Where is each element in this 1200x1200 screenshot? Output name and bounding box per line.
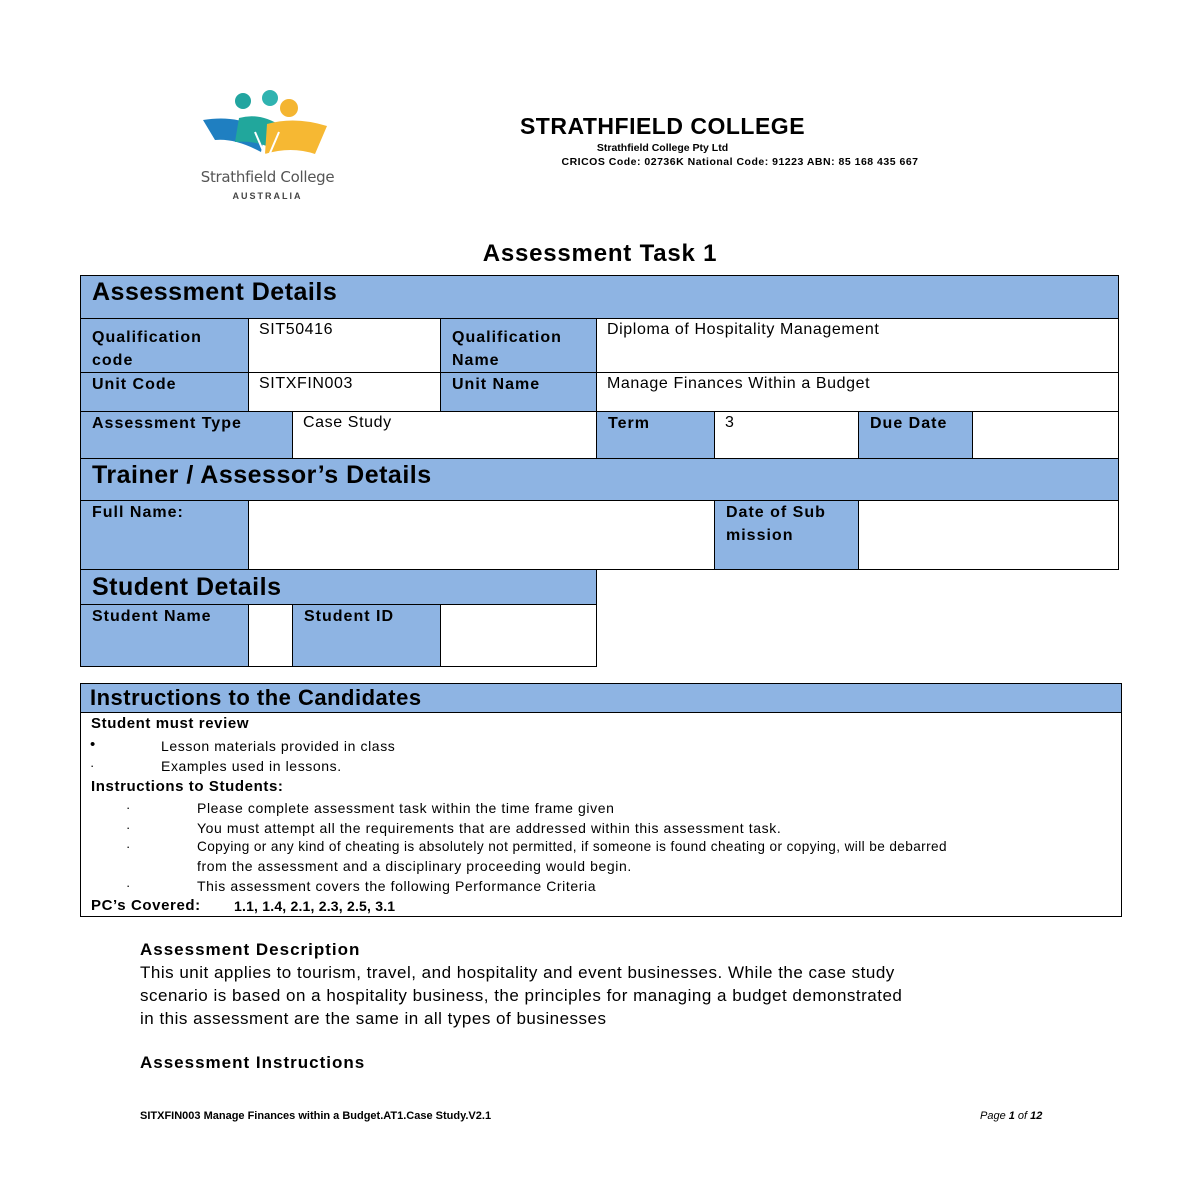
- term-value: 3: [714, 411, 859, 459]
- unit-code-label: Unit Code: [80, 372, 249, 412]
- due-date-field[interactable]: [972, 411, 1119, 459]
- page-title: Assessment Task 1: [482, 240, 718, 267]
- qualification-name-label: Qualification Name: [440, 318, 597, 373]
- unit-name-label: Unit Name: [440, 372, 597, 412]
- review-item: Lesson materials provided in class: [161, 738, 396, 754]
- student-instruction: You must attempt all the requirements that are addressed within this assessment task.: [197, 820, 782, 836]
- page-current: 1: [1008, 1110, 1015, 1122]
- logo-name: Strathfield College: [200, 168, 335, 186]
- bullet-icon: ·: [126, 839, 131, 854]
- college-codes: CRICOS Code: 02736K National Code: 91223 ABN: 85 168 435 667: [561, 156, 919, 168]
- instructions-heading: Instructions to the Candidates: [90, 685, 422, 710]
- page-total: 12: [1030, 1110, 1043, 1122]
- student-instruction-continued: from the assessment and a disciplinary proceeding would begin.: [197, 858, 632, 874]
- students-title: Instructions to Students:: [91, 778, 284, 795]
- student-instruction: Please complete assessment task within the time frame given: [197, 800, 615, 816]
- bullet-icon: •: [90, 736, 96, 753]
- pcs-label: PC’s Covered:: [91, 897, 201, 914]
- student-name-field[interactable]: [248, 604, 293, 667]
- unit-name-value: Manage Finances Within a Budget: [596, 372, 1119, 412]
- review-item: Examples used in lessons.: [161, 758, 342, 774]
- qualification-code-label: Qualification code: [80, 318, 249, 373]
- assessment-type-label: Assessment Type: [80, 411, 293, 459]
- logo-figures-icon: [195, 90, 340, 170]
- assessment-type-value: Case Study: [292, 411, 597, 459]
- assessment-details-header: Assessment Details: [80, 275, 1119, 319]
- footer-document-id: SITXFIN003 Manage Finances within a Budget.AT1.Case Study.V2.1: [140, 1110, 492, 1122]
- description-heading: Assessment Description: [140, 940, 361, 959]
- page-prefix: Page: [980, 1110, 1009, 1122]
- unit-code-value: SITXFIN003: [248, 372, 441, 412]
- review-title: Student must review: [91, 715, 250, 732]
- student-id-field[interactable]: [440, 604, 597, 667]
- description-line: scenario is based on a hospitality business, the principles for managing a budget demonstrated: [140, 986, 903, 1005]
- page-of: of: [1014, 1110, 1031, 1122]
- college-subtitle: Strathfield College Pty Ltd: [596, 142, 729, 154]
- bullet-icon: ·: [90, 758, 95, 773]
- bullet-icon: ·: [126, 820, 131, 835]
- term-label: Term: [596, 411, 715, 459]
- date-of-submission-field[interactable]: [858, 500, 1119, 570]
- bullet-icon: ·: [126, 878, 131, 893]
- college-logo: [195, 90, 340, 210]
- full-name-label: Full Name:: [80, 500, 249, 570]
- student-id-label: Student ID: [292, 604, 441, 667]
- due-date-label: Due Date: [858, 411, 973, 459]
- bullet-icon: ·: [126, 800, 131, 815]
- description-text: [140, 961, 1100, 1030]
- qualification-code-value: SIT50416: [248, 318, 441, 373]
- student-instruction: Copying or any kind of cheating is absolutely not permitted, if someone is found cheating or copying, will be debarred: [197, 839, 947, 854]
- description-line: in this assessment are the same in all types of businesses: [140, 1009, 607, 1028]
- instructions-header: [81, 684, 1121, 713]
- logo-country: AUSTRALIA: [232, 191, 303, 201]
- student-name-label: Student Name: [80, 604, 249, 667]
- assessment-instructions-heading: Assessment Instructions: [140, 1053, 366, 1072]
- date-of-submission-label: Date of Submission: [714, 500, 859, 570]
- pcs-value: 1.1, 1.4, 2.1, 2.3, 2.5, 3.1: [234, 898, 396, 914]
- footer-page-number: [980, 1110, 1042, 1122]
- qualification-name-value: Diploma of Hospitality Management: [596, 318, 1119, 373]
- student-instruction: This assessment covers the following Performance Criteria: [197, 878, 597, 894]
- student-details-header: Student Details: [80, 569, 597, 605]
- college-title: STRATHFIELD COLLEGE: [519, 113, 806, 139]
- description-line: This unit applies to tourism, travel, and hospitality and event businesses. While the case study: [140, 963, 895, 982]
- full-name-field[interactable]: [248, 500, 715, 570]
- trainer-details-header: Trainer / Assessor’s Details: [80, 458, 1119, 501]
